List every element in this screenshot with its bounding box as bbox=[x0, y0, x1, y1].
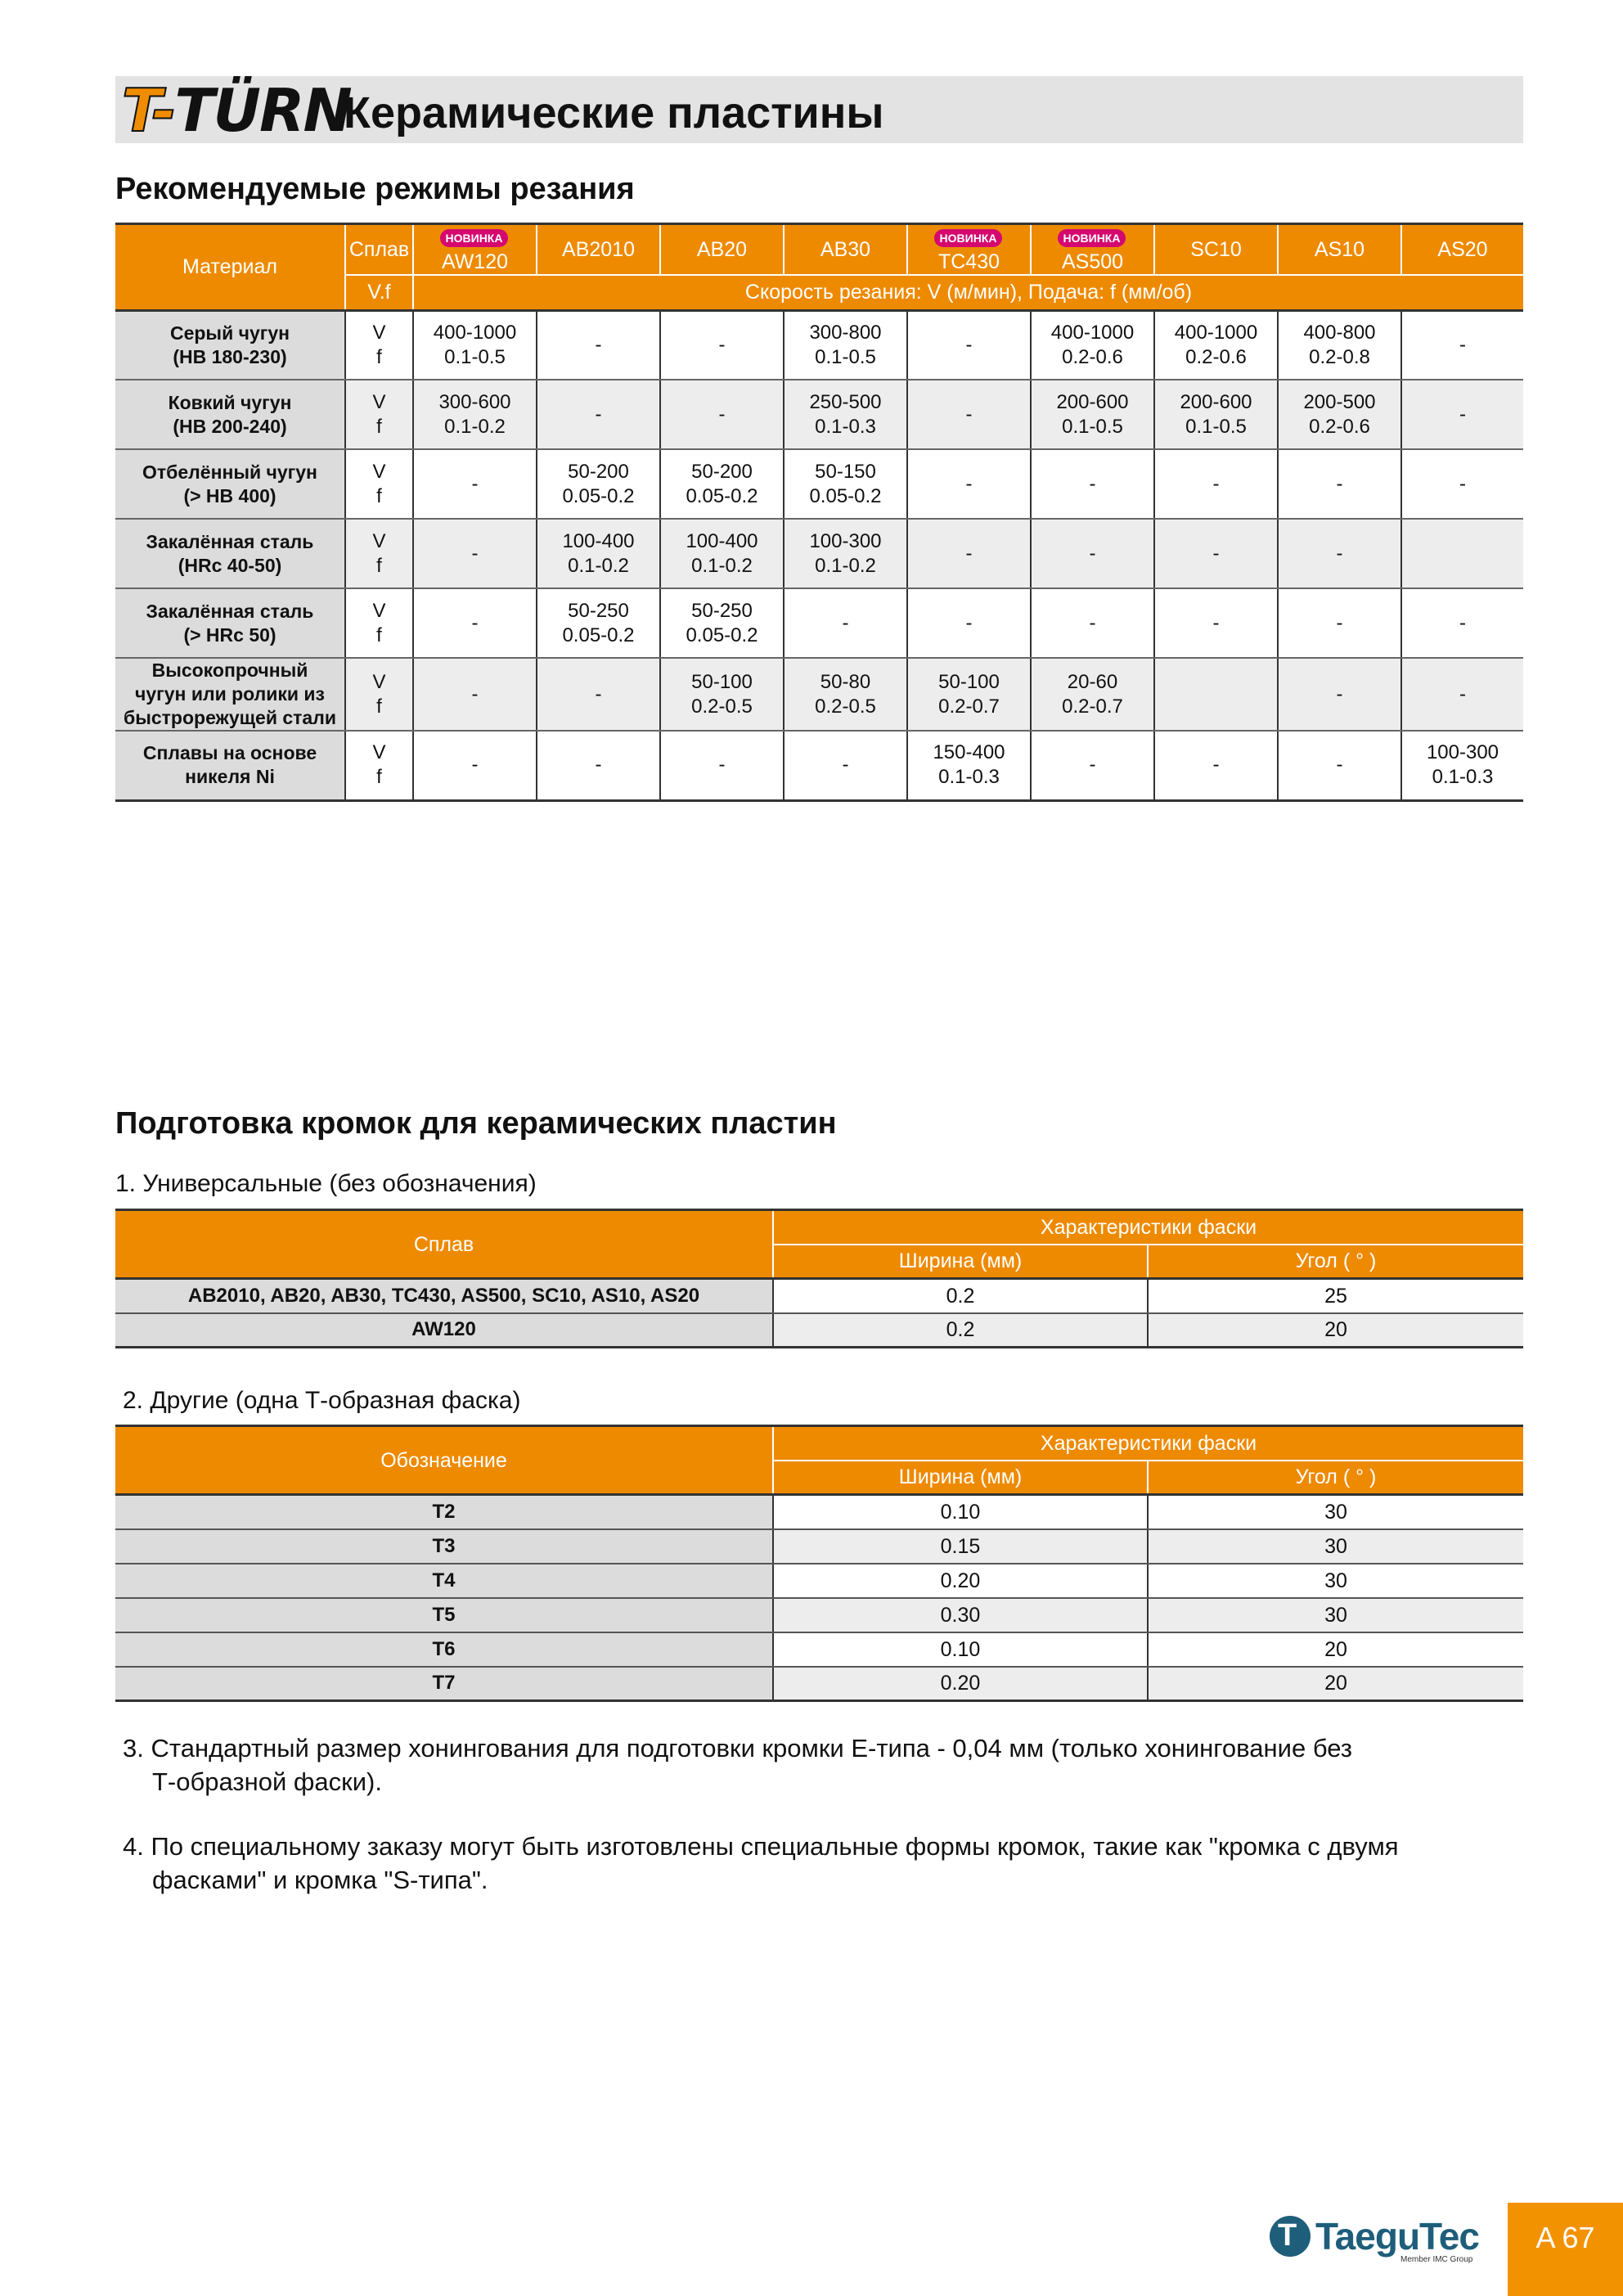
value-line: 100-300 bbox=[809, 529, 882, 552]
cutting-row bbox=[115, 658, 1523, 731]
taegutec-logo bbox=[1270, 2214, 1479, 2264]
value-line: 50-150 bbox=[815, 460, 876, 483]
value-cell bbox=[660, 449, 784, 519]
value-line: 0.2-0.6 bbox=[1185, 345, 1247, 368]
value-line: 50-250 bbox=[568, 599, 629, 622]
material-line: никеля Ni bbox=[185, 766, 275, 788]
value-line: - bbox=[1212, 472, 1220, 495]
value-line: 0.2-0.7 bbox=[1062, 695, 1123, 718]
value-cell bbox=[1278, 519, 1401, 588]
material-cell bbox=[115, 380, 345, 449]
cutting-table bbox=[115, 223, 1523, 802]
edge-subtitle-1: 1. Универсальные (без обозначения) bbox=[115, 1170, 537, 1197]
material-line: Ковкий чугун bbox=[168, 391, 292, 413]
value-line: 400-800 bbox=[1303, 321, 1376, 344]
value-line: - bbox=[965, 472, 973, 495]
material-line: (> HB 400) bbox=[183, 484, 276, 506]
value-cell bbox=[537, 380, 660, 449]
value-cell bbox=[413, 310, 537, 380]
value-line: 0.2-0.6 bbox=[1062, 345, 1123, 368]
table-row bbox=[115, 1564, 1523, 1598]
page-title: Керамические пластины bbox=[344, 88, 884, 137]
designation-cell: T6 bbox=[115, 1632, 773, 1667]
value-line: 50-80 bbox=[820, 670, 871, 693]
value-cell bbox=[907, 658, 1031, 731]
value-line: - bbox=[1336, 682, 1343, 705]
value-line: 0.1-0.2 bbox=[444, 415, 506, 438]
angle-cell: 20 bbox=[1148, 1313, 1523, 1348]
angle-cell: 30 bbox=[1148, 1495, 1523, 1529]
value-cell bbox=[1401, 310, 1523, 380]
value-line: 0.2-0.8 bbox=[1309, 345, 1370, 368]
value-line: 0.05-0.2 bbox=[686, 484, 758, 507]
designation-cell: T3 bbox=[115, 1529, 773, 1564]
value-line: - bbox=[471, 754, 479, 777]
universal-edge-table bbox=[115, 1209, 1523, 1348]
value-line: - bbox=[1212, 542, 1220, 565]
vf-letter: f bbox=[376, 554, 382, 577]
value-line: 400-1000 bbox=[433, 321, 517, 344]
value-line: 50-100 bbox=[938, 670, 1000, 693]
value-line: 0.1-0.2 bbox=[691, 554, 753, 577]
vf-letter: V bbox=[372, 741, 386, 764]
value-line: 0.2-0.7 bbox=[938, 695, 1000, 718]
value-cell bbox=[1278, 658, 1401, 731]
value-cell bbox=[413, 658, 537, 731]
value-line: 200-500 bbox=[1303, 390, 1376, 413]
value-cell bbox=[1154, 449, 1278, 519]
value-cell bbox=[413, 519, 537, 588]
value-cell bbox=[413, 449, 537, 519]
value-line: - bbox=[842, 754, 849, 777]
value-cell bbox=[1401, 658, 1523, 731]
value-cell bbox=[1154, 658, 1278, 731]
value-line: - bbox=[965, 611, 973, 634]
value-line: - bbox=[471, 611, 479, 634]
vf-letter: f bbox=[376, 345, 382, 368]
value-line: - bbox=[1212, 611, 1220, 634]
value-line: 0.05-0.2 bbox=[809, 484, 882, 507]
table-row bbox=[115, 1632, 1523, 1667]
value-cell bbox=[1154, 731, 1278, 800]
value-cell bbox=[413, 731, 537, 800]
value-cell bbox=[1031, 380, 1154, 449]
value-line: - bbox=[1459, 472, 1466, 495]
table-row bbox=[115, 1529, 1523, 1564]
material-line: Отбелённый чугун bbox=[142, 461, 317, 483]
note-4 bbox=[123, 1830, 1399, 1897]
material-cell bbox=[115, 588, 345, 658]
value-line: - bbox=[595, 754, 602, 777]
value-line: 300-800 bbox=[809, 321, 882, 344]
value-cell bbox=[537, 588, 660, 658]
cutting-row bbox=[115, 588, 1523, 658]
width-header: Ширина (мм) bbox=[773, 1245, 1148, 1279]
material-line: (HB 200-240) bbox=[173, 415, 287, 437]
value-cell bbox=[413, 588, 537, 658]
value-line: 0.1-0.3 bbox=[938, 766, 1000, 789]
taegutec-mark-icon: T bbox=[1270, 2216, 1311, 2257]
value-cell bbox=[1401, 519, 1523, 588]
value-cell bbox=[1278, 310, 1401, 380]
table-row bbox=[115, 1495, 1523, 1529]
width-cell: 0.20 bbox=[773, 1564, 1148, 1598]
value-line: 0.05-0.2 bbox=[562, 624, 635, 646]
value-line: - bbox=[1089, 472, 1096, 495]
cutting-row bbox=[115, 731, 1523, 800]
vf-letter: f bbox=[376, 695, 382, 718]
value-cell bbox=[660, 310, 784, 380]
t-turn-logo bbox=[122, 76, 351, 145]
value-cell bbox=[1031, 731, 1154, 800]
brand-sub: Member IMC Group bbox=[1400, 2255, 1473, 2264]
edge-subtitle-2: 2. Другие (одна Т-образная фаска) bbox=[123, 1387, 521, 1414]
value-cell bbox=[1154, 310, 1278, 380]
value-line: - bbox=[1336, 472, 1343, 495]
designation-column-header: Обозначение bbox=[115, 1426, 773, 1495]
value-cell bbox=[784, 310, 907, 380]
value-cell bbox=[1154, 380, 1278, 449]
value-cell bbox=[1401, 588, 1523, 658]
value-cell bbox=[1401, 449, 1523, 519]
value-line: - bbox=[595, 333, 602, 356]
value-line: - bbox=[842, 611, 849, 634]
value-line: - bbox=[1212, 754, 1220, 777]
value-line: 200-600 bbox=[1180, 390, 1252, 413]
value-line: 50-100 bbox=[691, 670, 753, 693]
value-line: 100-400 bbox=[686, 529, 758, 552]
value-cell bbox=[660, 588, 784, 658]
material-line: Высокопрочный bbox=[151, 660, 308, 681]
value-line: - bbox=[595, 682, 602, 705]
value-line: 400-1000 bbox=[1174, 321, 1258, 344]
value-cell bbox=[1031, 588, 1154, 658]
new-badge: НОВИНКА bbox=[440, 229, 509, 247]
grade-header-as500 bbox=[1031, 224, 1154, 276]
width-cell: 0.2 bbox=[773, 1313, 1148, 1348]
value-cell bbox=[1401, 731, 1523, 800]
value-line: 0.1-0.5 bbox=[444, 345, 506, 368]
value-line: 0.1-0.3 bbox=[1432, 766, 1494, 789]
value-line: 0.2-0.6 bbox=[1309, 415, 1370, 438]
value-line: - bbox=[965, 542, 973, 565]
width-cell: 0.20 bbox=[773, 1667, 1148, 1701]
value-line: - bbox=[718, 333, 726, 356]
width-cell: 0.10 bbox=[773, 1495, 1148, 1529]
alloy-header: Сплав bbox=[345, 224, 413, 276]
value-line: 0.05-0.2 bbox=[686, 624, 758, 646]
value-line: 300-600 bbox=[438, 390, 511, 413]
designation-cell: T4 bbox=[115, 1564, 773, 1598]
value-cell bbox=[907, 731, 1031, 800]
new-badge: НОВИНКА bbox=[1058, 229, 1126, 247]
value-line: - bbox=[718, 403, 726, 425]
speed-caption: Скорость резания: V (м/мин), Подача: f (мм/об) bbox=[413, 275, 1523, 310]
table-row bbox=[115, 1598, 1523, 1632]
material-line: (HRc 40-50) bbox=[178, 554, 282, 576]
cutting-row bbox=[115, 380, 1523, 449]
value-cell bbox=[784, 380, 907, 449]
value-line: - bbox=[965, 403, 973, 425]
value-line: 150-400 bbox=[933, 741, 1005, 764]
vf-cell bbox=[345, 658, 413, 731]
value-cell bbox=[537, 658, 660, 731]
grade-header-ab30: AB30 bbox=[784, 224, 907, 276]
vf-letter: f bbox=[376, 766, 382, 789]
value-line: - bbox=[718, 754, 726, 777]
cutting-section-title: Рекомендуемые режимы резания bbox=[115, 172, 635, 206]
vf-cell bbox=[345, 449, 413, 519]
alloy-list-cell: AB2010, AB20, AB30, TC430, AS500, SC10, AS10, AS20 bbox=[115, 1279, 773, 1313]
alloy-column-header: Сплав bbox=[115, 1210, 773, 1279]
vf-letter: f bbox=[376, 484, 382, 507]
value-line: 0.1-0.5 bbox=[815, 345, 876, 368]
material-line: чугун или ролики из bbox=[135, 683, 325, 705]
vf-cell bbox=[345, 588, 413, 658]
note-4-line-1: 4. По специальному заказу могут быть изготовлены специальные формы кромок, такие как "кромка с двумя bbox=[123, 1832, 1399, 1861]
material-cell bbox=[115, 310, 345, 380]
value-cell bbox=[907, 380, 1031, 449]
value-cell bbox=[1401, 380, 1523, 449]
material-cell bbox=[115, 449, 345, 519]
value-line: 0.05-0.2 bbox=[562, 484, 635, 507]
material-line: быстрорежущей стали bbox=[124, 707, 336, 728]
value-cell bbox=[784, 658, 907, 731]
value-line: 50-200 bbox=[691, 460, 753, 483]
material-line: (> HRc 50) bbox=[183, 624, 276, 646]
value-line: - bbox=[1336, 611, 1343, 634]
grade-header-ab20: AB20 bbox=[660, 224, 784, 276]
value-line: 0.1-0.3 bbox=[815, 415, 876, 438]
material-line: (HB 180-230) bbox=[173, 345, 287, 367]
value-cell bbox=[1031, 658, 1154, 731]
value-cell bbox=[1154, 588, 1278, 658]
page-number: A 67 bbox=[1535, 2221, 1595, 2254]
angle-cell: 30 bbox=[1148, 1564, 1523, 1598]
angle-cell: 20 bbox=[1148, 1632, 1523, 1667]
material-line: Серый чугун bbox=[169, 322, 290, 344]
value-line: 100-300 bbox=[1426, 741, 1499, 764]
material-header: Материал bbox=[115, 224, 345, 311]
cutting-row bbox=[115, 449, 1523, 519]
angle-cell: 30 bbox=[1148, 1598, 1523, 1632]
value-line: - bbox=[1459, 403, 1466, 425]
grade-header-as10: AS10 bbox=[1278, 224, 1401, 276]
material-line: Закалённая сталь bbox=[146, 530, 314, 552]
value-cell bbox=[660, 731, 784, 800]
value-cell bbox=[784, 449, 907, 519]
designation-cell: T2 bbox=[115, 1495, 773, 1529]
grade-label: AS500 bbox=[1061, 250, 1124, 273]
value-cell bbox=[784, 519, 907, 588]
brand-name: TaeguTec bbox=[1315, 2215, 1479, 2258]
value-line: - bbox=[1336, 754, 1343, 777]
grade-label: AW120 bbox=[441, 250, 509, 273]
angle-header: Угол ( ° ) bbox=[1148, 1461, 1523, 1495]
value-cell bbox=[1278, 380, 1401, 449]
value-line: - bbox=[471, 472, 479, 495]
value-line: 0.1-0.5 bbox=[1062, 415, 1123, 438]
cutting-row bbox=[115, 310, 1523, 380]
grade-header-ab2010: AB2010 bbox=[537, 224, 660, 276]
logo-part2: TÜRN bbox=[174, 76, 351, 145]
vf-cell bbox=[345, 731, 413, 800]
value-line: 100-400 bbox=[562, 529, 635, 552]
value-line: - bbox=[1089, 754, 1096, 777]
vf-cell bbox=[345, 310, 413, 380]
value-line: 0.1-0.2 bbox=[815, 554, 876, 577]
width-cell: 0.10 bbox=[773, 1632, 1148, 1667]
edge-section-title: Подготовка кромок для керамических пластин bbox=[115, 1106, 837, 1141]
table-row bbox=[115, 1667, 1523, 1701]
value-line: 0.1-0.5 bbox=[1185, 415, 1247, 438]
width-cell: 0.30 bbox=[773, 1598, 1148, 1632]
value-line: - bbox=[1459, 611, 1466, 634]
angle-cell: 30 bbox=[1148, 1529, 1523, 1564]
t-land-edge-table bbox=[115, 1425, 1523, 1702]
note-3-line-1: 3. Стандартный размер хонингования для подготовки кромки Е-типа - 0,04 мм (только хонингование без bbox=[123, 1734, 1353, 1763]
value-line: 50-200 bbox=[568, 460, 629, 483]
angle-header: Угол ( ° ) bbox=[1148, 1245, 1523, 1279]
vf-letter: f bbox=[376, 415, 382, 438]
vf-letter: V bbox=[372, 460, 386, 483]
chamfer-header: Характеристики фаски bbox=[773, 1210, 1523, 1245]
value-line: 0.1-0.2 bbox=[568, 554, 629, 577]
value-cell bbox=[1278, 449, 1401, 519]
note-3 bbox=[123, 1731, 1352, 1799]
value-line: 400-1000 bbox=[1050, 321, 1135, 344]
width-cell: 0.15 bbox=[773, 1529, 1148, 1564]
value-line: - bbox=[1336, 542, 1343, 565]
grade-label: TC430 bbox=[937, 250, 1000, 273]
value-cell bbox=[537, 731, 660, 800]
chamfer-header: Характеристики фаски bbox=[773, 1426, 1523, 1461]
value-cell bbox=[660, 519, 784, 588]
value-cell bbox=[537, 519, 660, 588]
value-line: 0.2-0.5 bbox=[691, 695, 753, 718]
vf-cell bbox=[345, 380, 413, 449]
material-cell bbox=[115, 731, 345, 800]
designation-cell: T5 bbox=[115, 1598, 773, 1632]
value-cell bbox=[1031, 310, 1154, 380]
angle-cell: 20 bbox=[1148, 1667, 1523, 1701]
value-line: - bbox=[1459, 682, 1466, 705]
value-cell bbox=[907, 449, 1031, 519]
value-cell bbox=[1031, 449, 1154, 519]
value-line: - bbox=[595, 403, 602, 425]
value-cell bbox=[660, 380, 784, 449]
vf-letter: V bbox=[372, 670, 386, 693]
value-line: 20-60 bbox=[1067, 670, 1118, 693]
note-4-line-2: фасками" и кромка "S-типа". bbox=[152, 1866, 488, 1894]
value-line: - bbox=[1089, 611, 1096, 634]
material-cell bbox=[115, 658, 345, 731]
value-cell bbox=[1278, 731, 1401, 800]
value-cell bbox=[1031, 519, 1154, 588]
grade-header-sc10: SC10 bbox=[1154, 224, 1278, 276]
value-cell bbox=[537, 449, 660, 519]
vf-header: V.f bbox=[345, 275, 413, 310]
material-line: Сплавы на основе bbox=[142, 742, 317, 764]
value-cell bbox=[907, 588, 1031, 658]
value-line: 50-250 bbox=[691, 599, 753, 622]
value-cell bbox=[537, 310, 660, 380]
value-line: 200-600 bbox=[1056, 390, 1129, 413]
grade-header-aw120 bbox=[413, 224, 537, 276]
value-line: - bbox=[471, 682, 479, 705]
value-line: - bbox=[471, 542, 479, 565]
designation-cell: T7 bbox=[115, 1667, 773, 1701]
value-cell bbox=[660, 658, 784, 731]
vf-letter: V bbox=[372, 390, 386, 413]
material-cell bbox=[115, 519, 345, 588]
value-line: 250-500 bbox=[809, 390, 882, 413]
note-3-line-2: Т-образной фаски). bbox=[152, 1767, 382, 1796]
value-line: 0.2-0.5 bbox=[815, 695, 876, 718]
material-line: Закалённая сталь bbox=[146, 600, 314, 622]
value-line: - bbox=[965, 333, 973, 356]
value-cell bbox=[907, 519, 1031, 588]
grade-header-tc430 bbox=[907, 224, 1031, 276]
value-line: - bbox=[1459, 333, 1466, 356]
alloy-list-cell: AW120 bbox=[115, 1313, 773, 1348]
angle-cell: 25 bbox=[1148, 1279, 1523, 1313]
new-badge: НОВИНКА bbox=[934, 229, 1003, 247]
width-cell: 0.2 bbox=[773, 1279, 1148, 1313]
logo-part1: T- bbox=[122, 76, 175, 145]
value-cell bbox=[1278, 588, 1401, 658]
vf-letter: V bbox=[372, 529, 386, 552]
width-header: Ширина (мм) bbox=[773, 1461, 1148, 1495]
value-cell bbox=[413, 380, 537, 449]
value-cell bbox=[1154, 519, 1278, 588]
vf-letter: f bbox=[376, 624, 382, 646]
vf-letter: V bbox=[372, 321, 386, 344]
value-cell bbox=[784, 588, 907, 658]
value-line: - bbox=[1089, 542, 1096, 565]
value-cell bbox=[907, 310, 1031, 380]
cutting-row bbox=[115, 519, 1523, 588]
value-cell bbox=[784, 731, 907, 800]
grade-header-as20: AS20 bbox=[1401, 224, 1523, 276]
vf-cell bbox=[345, 519, 413, 588]
vf-letter: V bbox=[372, 599, 386, 622]
